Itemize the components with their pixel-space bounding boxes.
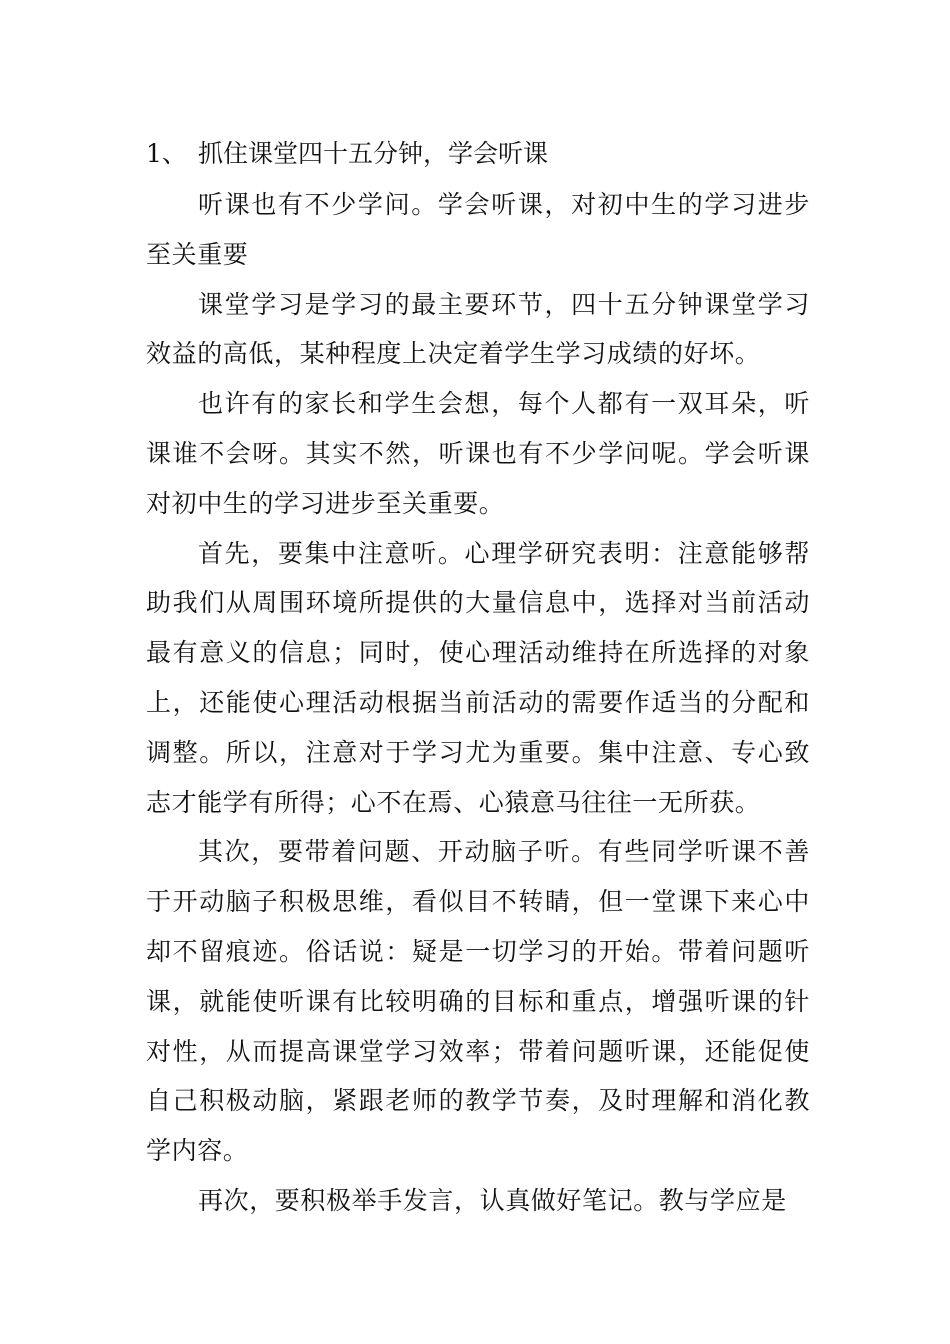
- paragraph: 也许有的家长和学生会想，每个人都有一双耳朵，听课谁不会呀。其实不然，听课也有不少学问呢。学会听课对初中生的学习进步至关重要。: [146, 389, 810, 518]
- paragraph: 课堂学习是学习的最主要环节，四十五分钟课堂学习效益的高低，某种程度上决定着学生学习成绩的好坏。: [146, 289, 810, 369]
- section-number: 1、: [146, 139, 187, 168]
- section-heading: [146, 134, 548, 174]
- body-text: [146, 180, 810, 1226]
- paragraph: 听课也有不少学问。学会听课，对初中生的学习进步至关重要: [146, 190, 810, 269]
- paragraph: 再次，要积极举手发言，认真做好笔记。教与学应是: [198, 1185, 787, 1215]
- paragraph: 其次，要带着问题、开动脑子听。有些同学听课不善于开动脑子积极思维，看似目不转睛，但一堂课下来心中却不留痕迹。俗话说：疑是一切学习的开始。带着问题听课，就能使听课有比较明确的目标和重点，增强听课的针对性，从而提高课堂学习效率；带着问题听课，还能促使自己积极动脑，紧跟老师的教学节奏，及时理解和消化教学内容。: [146, 837, 810, 1166]
- section-title: 抓住课堂四十五分钟，学会听课: [198, 139, 549, 168]
- paragraph: 首先，要集中注意听。心理学研究表明：注意能够帮助我们从周围环境所提供的大量信息中，选择对当前活动最有意义的信息；同时，使心理活动维持在所选择的对象上，还能使心理活动根据当前活动的需要作适当的分配和调整。所以，注意对于学习尤为重要。集中注意、专心致志才能学有所得；心不在焉、心猿意马往往一无所获。: [146, 538, 810, 817]
